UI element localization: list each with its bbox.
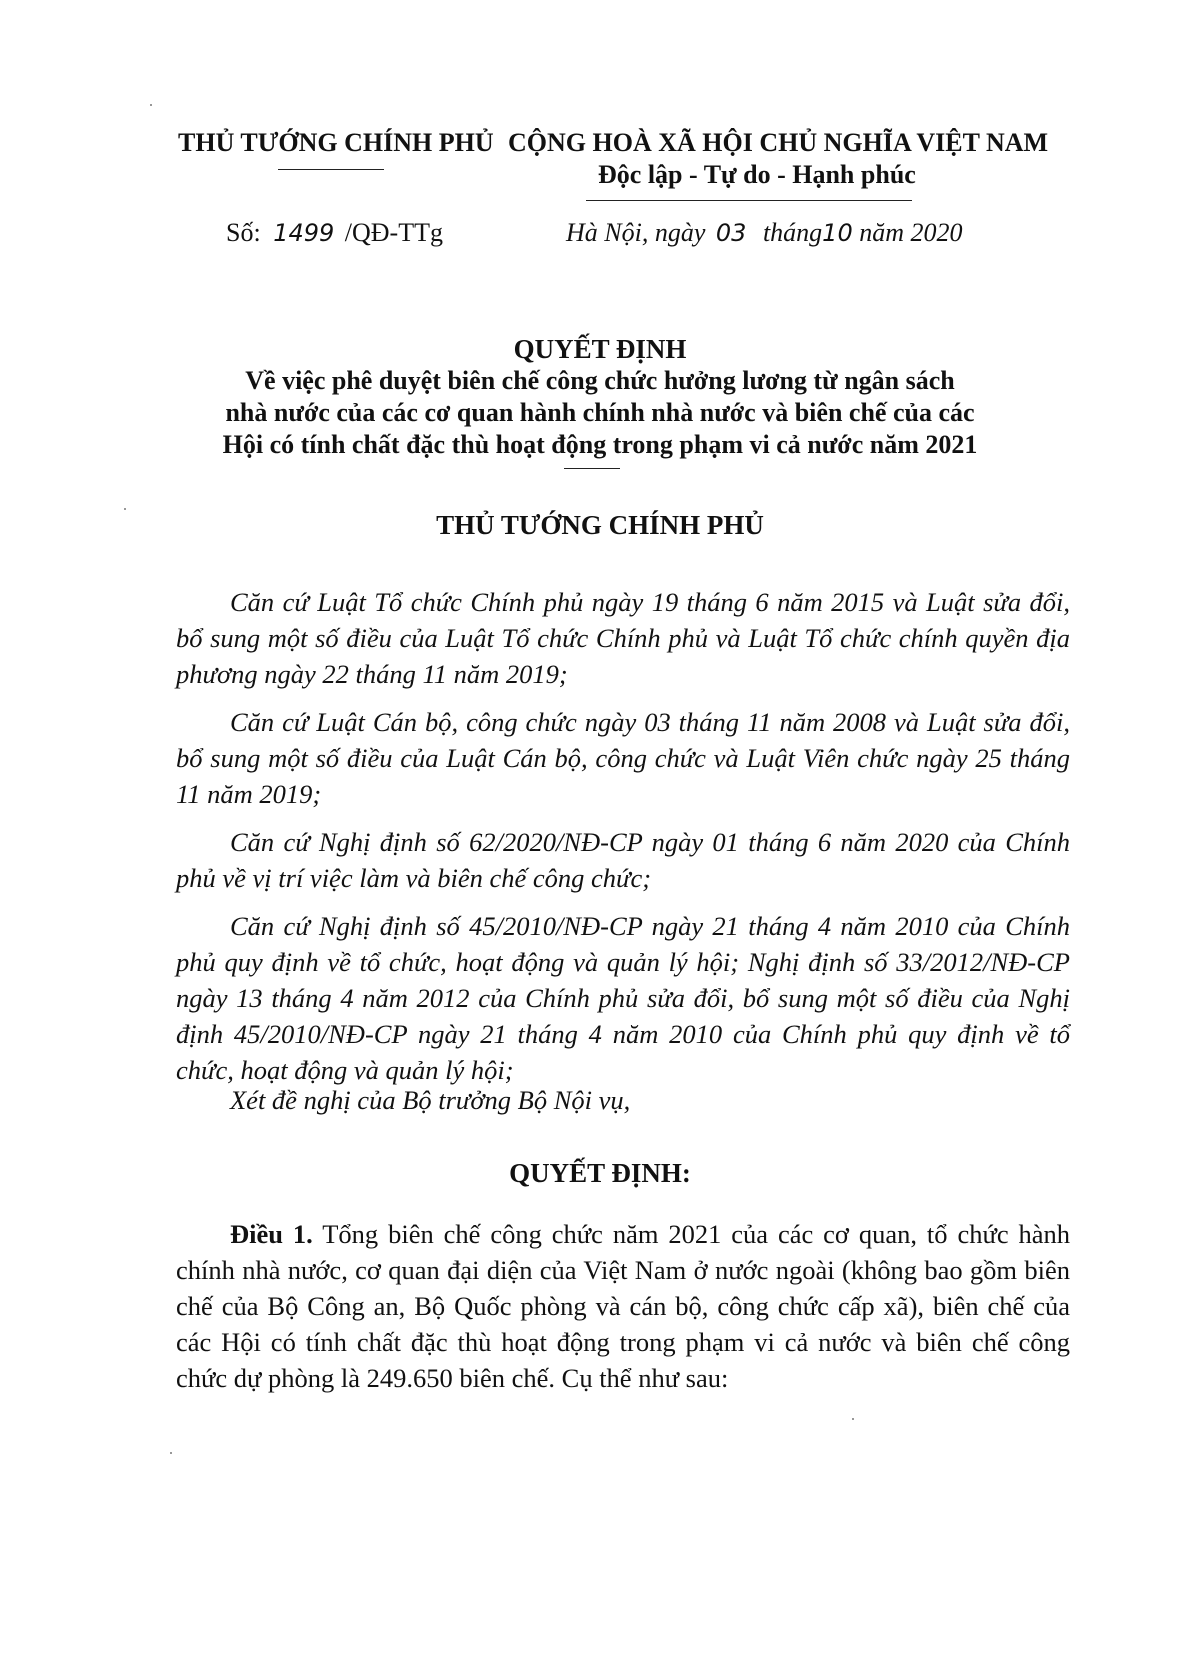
decision-heading: QUYẾT ĐỊNH: bbox=[509, 1158, 691, 1188]
scan-speck bbox=[852, 1418, 854, 1420]
article-1 bbox=[176, 1216, 1070, 1396]
motto-underline bbox=[586, 200, 912, 201]
date-day: 03 bbox=[715, 219, 747, 247]
preamble-paragraph-3: Căn cứ Nghị định số 62/2020/NĐ-CP ngày 01 tháng 6 năm 2020 của Chính phủ về vị trí việc làm và biên chế công chức; bbox=[176, 827, 1070, 893]
date-year: năm 2020 bbox=[859, 218, 963, 247]
scan-speck bbox=[170, 1452, 172, 1454]
issue-date bbox=[566, 218, 963, 248]
subject-line-2: nhà nước của các cơ quan hành chính nhà nước và biên chế của các bbox=[225, 398, 975, 427]
date-month-label: tháng bbox=[762, 218, 823, 247]
number-prefix: Số: bbox=[226, 218, 261, 247]
subject-line-1: Về việc phê duyệt biên chế công chức hưởng lương từ ngân sách bbox=[245, 366, 955, 395]
number-suffix: /QĐ-TTg bbox=[344, 218, 443, 247]
document-number bbox=[226, 218, 443, 248]
scan-speck bbox=[124, 508, 126, 510]
preamble-paragraph-1: Căn cứ Luật Tổ chức Chính phủ ngày 19 tháng 6 năm 2015 và Luật sửa đổi, bổ sung một số điều của Luật Tổ chức Chính phủ và Luật Tổ chức chính quyền địa phương ngày 22 tháng 11 năm 2019; bbox=[176, 587, 1070, 689]
issuing-authority: THỦ TƯỚNG CHÍNH PHỦ bbox=[178, 128, 494, 157]
article-1-text: Tổng biên chế công chức năm 2021 của các cơ quan, tổ chức hành chính nhà nước, cơ quan đại diện của Việt Nam ở nước ngoài (không bao gồm biên chế của Bộ Công an, Bộ Quốc phòng và cán bộ, công chức cấp xã), biên chế của các Hội có tính chất đặc thù hoạt động trong phạm vi cả nước và biên chế công chức dự phòng là 249.650 biên chế. Cụ thể như sau: bbox=[176, 1219, 1071, 1393]
authority-underline bbox=[278, 169, 384, 170]
authority-heading: THỦ TƯỚNG CHÍNH PHỦ bbox=[436, 510, 764, 540]
date-month: 10 bbox=[822, 219, 853, 247]
scan-speck bbox=[150, 104, 152, 106]
date-place: Hà Nội, ngày bbox=[566, 218, 706, 247]
document-type-heading: QUYẾT ĐỊNH bbox=[513, 334, 687, 364]
republic-title: CỘNG HOÀ XÃ HỘI CHỦ NGHĨA VIỆT NAM bbox=[508, 128, 1049, 157]
preamble-paragraph-2: Căn cứ Luật Cán bộ, công chức ngày 03 tháng 11 năm 2008 và Luật sửa đổi, bổ sung một số điều của Luật Cán bộ, công chức và Luật Viên chức ngày 25 tháng 11 năm 2019; bbox=[176, 707, 1070, 809]
subject-line-3: Hội có tính chất đặc thù hoạt động trong phạm vi cả nước năm 2021 bbox=[222, 430, 978, 459]
title-underline bbox=[564, 468, 620, 469]
national-motto: Độc lập - Tự do - Hạnh phúc bbox=[598, 160, 916, 189]
article-1-label: Điều 1. bbox=[230, 1219, 313, 1249]
number-handwritten: 1499 bbox=[273, 219, 335, 247]
preamble-paragraph-4: Căn cứ Nghị định số 45/2010/NĐ-CP ngày 21 tháng 4 năm 2010 của Chính phủ quy định về tổ chức, hoạt động và quản lý hội; Nghị định số 33/2012/NĐ-CP ngày 13 tháng 4 năm 2012 của Chính phủ sửa đổi, bổ sung một số điều của Nghị định 45/2010/NĐ-CP ngày 21 tháng 4 năm 2010 của Chính phủ quy định về tổ chức, hoạt động và quản lý hội; bbox=[176, 911, 1070, 1085]
preamble-paragraph-5: Xét đề nghị của Bộ trưởng Bộ Nội vụ, bbox=[230, 1085, 631, 1115]
